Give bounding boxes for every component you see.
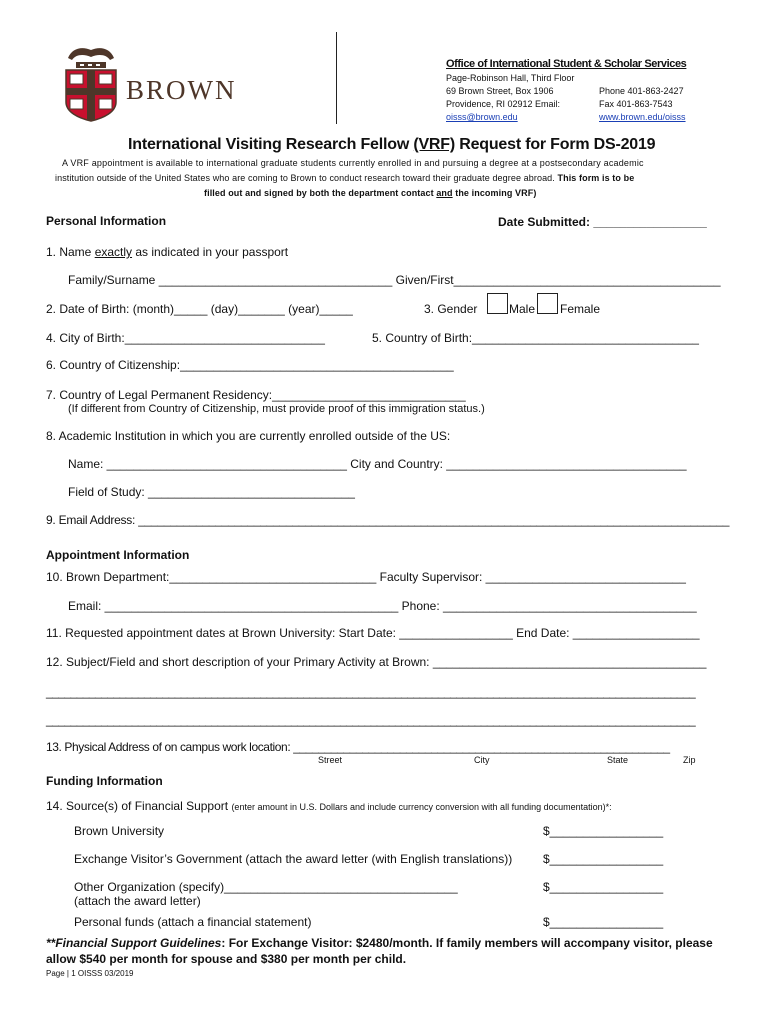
title-suffix: Request for Form DS-2019 — [454, 136, 656, 153]
brown-university-label: Brown University — [74, 824, 165, 838]
description-line-1: A VRF appointment is available to international graduate students currently enrolled in and pursuing a degree at a postsecondary academic — [62, 158, 644, 168]
description-line-2-plain: institution outside of the United States who are coming to Brown to conduct research toward their graduate degree abroad. — [55, 173, 558, 183]
city-label: City — [474, 755, 490, 765]
personal-funds-amount[interactable]: $_________________ — [543, 915, 664, 929]
question-1-exactly: exactly — [94, 245, 133, 259]
question-14-label: 14. Source(s) of Financial Support — [46, 799, 232, 813]
female-checkbox[interactable] — [537, 293, 558, 314]
family-given-name-fields[interactable]: Family/Surname ___________________________________ Given/First________________________________________ — [68, 273, 721, 287]
appointment-dates-fields[interactable]: 11. Requested appointment dates at Brown University: Start Date: _________________ End Date: ___________________ — [46, 626, 700, 640]
exchange-government-label: Exchange Visitor’s Government (attach the award letter (with English translations)) — [74, 852, 513, 866]
funding-info-heading: Funding Information — [46, 774, 163, 788]
street-label: Street — [318, 755, 343, 765]
question-1-prefix: 1. Name — [46, 245, 95, 259]
question-8: 8. Academic Institution in which you are currently enrolled outside of the US: — [46, 429, 451, 443]
state-label: State — [607, 755, 629, 765]
male-label: Male — [509, 302, 536, 316]
email-link[interactable]: oisss@brown.edu — [446, 112, 518, 122]
field-of-study-field[interactable]: Field of Study: _______________________________ — [68, 485, 355, 499]
header-divider — [336, 32, 337, 124]
description-line-3-a: filled out and signed by both the department contact — [204, 188, 437, 198]
question-1 — [46, 245, 288, 259]
zip-label: Zip — [683, 755, 696, 765]
financial-guidelines-text-1: : For Exchange Visitor: $2480/month. If family members will accompany visitor, please — [221, 936, 713, 950]
country-of-citizenship-field[interactable]: 6. Country of Citizenship:_________________________________________ — [46, 358, 454, 372]
personal-funds-label: Personal funds (attach a financial statement) — [74, 915, 312, 929]
activity-blank-line-2[interactable]: __________________________________________________________________________________________________________ — [46, 713, 696, 727]
other-organization-note: (attach the award letter) — [74, 894, 201, 908]
description-line-3-and: and — [436, 188, 453, 198]
date-of-birth-field[interactable]: 2. Date of Birth: (month)_____ (day)_______ (year)_____ — [46, 302, 353, 316]
brown-shield-icon — [62, 44, 120, 122]
financial-guidelines-label: **Financial Support Guidelines — [46, 936, 222, 950]
question-1-suffix: as indicated in your passport — [132, 245, 289, 259]
personal-info-heading: Personal Information — [46, 214, 167, 228]
physical-address-field[interactable]: 13. Physical Address of on campus work location: ____________________________________________________________ — [46, 740, 670, 754]
institution-name-city-fields[interactable]: Name: ____________________________________ City and Country: ____________________________________ — [68, 457, 687, 471]
other-organization-amount[interactable]: $_________________ — [543, 880, 664, 894]
activity-blank-line-1[interactable]: __________________________________________________________________________________________________________ — [46, 685, 696, 699]
address-line-2: 69 Brown Street, Box 1906 — [446, 86, 554, 96]
female-label: Female — [560, 302, 601, 316]
department-supervisor-fields[interactable]: 10. Brown Department:_______________________________ Faculty Supervisor: ______________________________ — [46, 570, 686, 584]
other-organization-field[interactable]: Other Organization (specify)___________________________________ — [74, 880, 458, 894]
description-line-2 — [55, 173, 634, 183]
exchange-government-amount[interactable]: $_________________ — [543, 852, 664, 866]
financial-guidelines-line-1 — [46, 936, 713, 950]
question-14-note: (enter amount in U.S. Dollars and include currency conversion with all funding documentation)*: — [231, 802, 612, 812]
country-of-residency-field[interactable]: 7. Country of Legal Permanent Residency:_____________________________ — [46, 388, 466, 402]
question-14 — [46, 797, 612, 815]
date-submitted-field[interactable]: Date Submitted: _________________ — [498, 215, 707, 229]
brown-university-amount[interactable]: $_________________ — [543, 824, 664, 838]
phone-number: Phone 401-863-2427 — [599, 86, 684, 96]
fax-number: Fax 401-863-7543 — [599, 99, 673, 109]
university-name: BROWN — [126, 75, 237, 105]
page-footer: Page | 1 OISSS 03/2019 — [46, 969, 134, 978]
description-line-3-b: the incoming VRF) — [452, 188, 537, 198]
form-title — [128, 136, 655, 154]
address-line-3: Providence, RI 02912 Email: — [446, 99, 561, 109]
brown-logo — [62, 44, 120, 122]
description-line-3 — [204, 188, 536, 198]
financial-guidelines-line-2: allow $540 per month for spouse and $380 per month per child. — [46, 952, 407, 966]
gender-label: 3. Gender — [424, 302, 478, 316]
male-checkbox[interactable] — [487, 293, 508, 314]
city-of-birth-field[interactable]: 4. City of Birth:______________________________ — [46, 331, 325, 345]
appointment-info-heading: Appointment Information — [46, 548, 190, 562]
residency-note: (If different from Country of Citizenship, must provide proof of this immigration status.) — [68, 403, 485, 415]
primary-activity-field[interactable]: 12. Subject/Field and short description of your Primary Activity at Brown: _________________________________________ — [46, 655, 707, 669]
website-link[interactable]: www.brown.edu/oisss — [599, 112, 686, 122]
office-title: Office of International Student & Scholar Services — [446, 58, 687, 70]
title-vrf: (VRF) — [413, 136, 455, 153]
contact-email-phone-fields[interactable]: Email: ____________________________________________ Phone: ______________________________________ — [68, 599, 697, 613]
address-line-1: Page-Robinson Hall, Third Floor — [446, 73, 575, 83]
country-of-birth-field[interactable]: 5. Country of Birth:__________________________________ — [372, 331, 699, 345]
email-address-field[interactable]: 9. Email Address: ____________________________________________________________________________________________ — [46, 513, 730, 527]
title-prefix: International Visiting Research Fellow — [128, 136, 414, 153]
description-line-2-bold: This form is to be — [557, 173, 635, 183]
